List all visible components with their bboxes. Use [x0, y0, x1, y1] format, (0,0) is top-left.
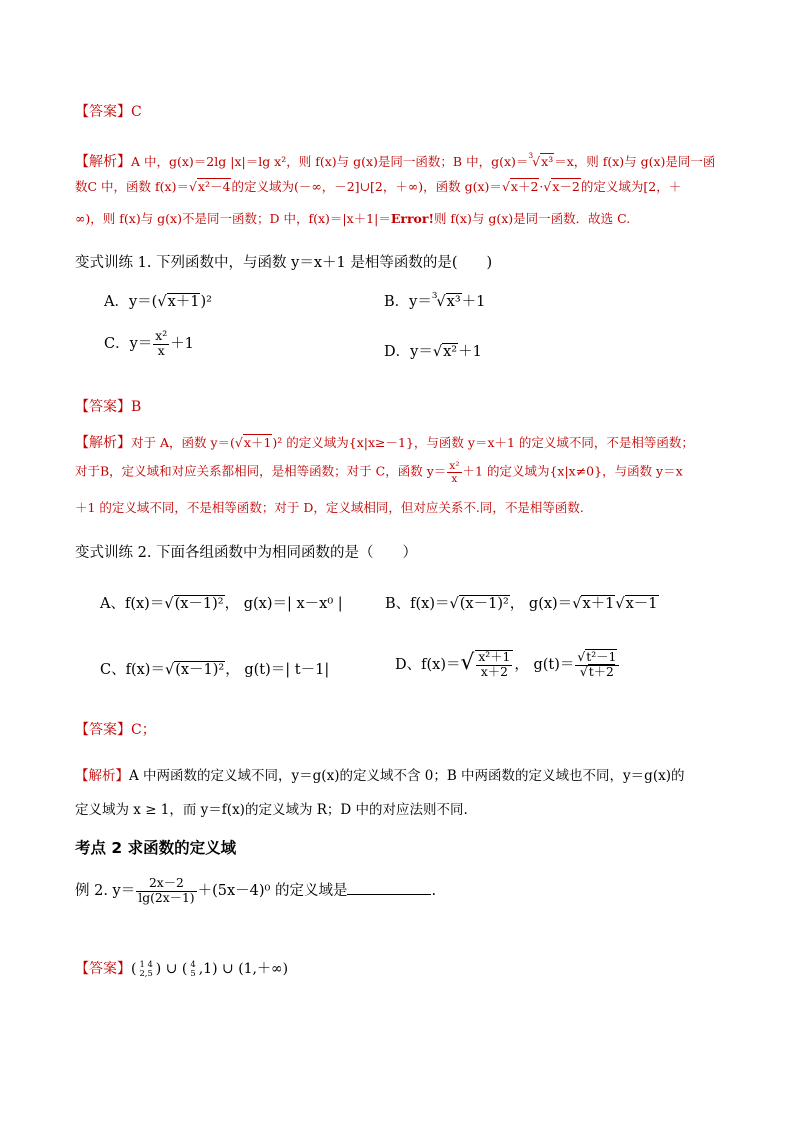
answer-2 — [75, 396, 141, 416]
section-heading: 考点 2 求函数的定义域 — [75, 839, 237, 857]
fraction — [447, 460, 461, 484]
union-symbol: ∪ — [217, 961, 239, 977]
option-text: ， g(t)＝ — [514, 657, 575, 673]
radicand: x²－4 — [197, 179, 231, 194]
analysis-text: A 中，g(x)＝2lg |x|＝lg x²，则 f(x)与 g(x)是同一函数；B 中，g(x)＝ — [131, 154, 529, 169]
answer-blank[interactable] — [347, 893, 431, 895]
option-text: B．y＝ — [384, 294, 432, 310]
analysis-text: · — [539, 179, 544, 194]
option-text: ， g(t)＝| t－1| — [225, 662, 330, 678]
analysis-text: ＋1 的定义域为{x|x≠0}，与函数 y＝x — [462, 463, 683, 479]
variant-1-option-b: B．y＝$^3$√x³＋1 — [384, 291, 486, 310]
analysis-text: 对于 A，函数 y＝( — [131, 435, 235, 450]
interval-tail: ,1) — [198, 961, 218, 977]
numerator: t²－1 — [586, 649, 617, 664]
option-text: ， g(x)＝ — [509, 596, 573, 612]
analysis-1-line-3 — [75, 210, 630, 228]
numerator: x² — [449, 459, 460, 472]
analysis-text: )² 的定义域为{x|x≥－1}，与函数 y＝x＋1 的定义域不同，不是相等函数； — [272, 435, 694, 450]
radicand: x³ — [541, 154, 554, 169]
fraction — [137, 960, 154, 978]
numerator: 4 — [190, 958, 196, 969]
analysis-text: ∞)，则 f(x)与 g(x)不是同一函数；D 中，f(x)＝|x＋1|＝ — [75, 211, 391, 226]
analysis-3-line-2: 定义域为 x ≥ 1，而 y＝f(x)的定义域为 R；D 中的对应法则不同. — [75, 802, 468, 818]
radicand: x＋2 — [510, 179, 539, 194]
denominator: 5 — [190, 968, 196, 978]
fraction — [188, 960, 197, 978]
analysis-1-line-2: 数C 中，函数 f(x)＝√x²－4的定义域为(－∞，－2]∪[2，＋∞)，函数 g(x)＝√x＋2·√x－2的定义域为[2，＋ — [75, 179, 682, 194]
analysis-text: ＝x，则 f(x)与 g(x)是同一函 — [554, 154, 716, 169]
variant-2-question: 变式训练 2. 下面各组函数中为相同函数的是（ ） — [75, 545, 418, 561]
analysis-text: 则 f(x)与 g(x)是同一函数．故选 C. — [433, 211, 631, 226]
variant-1-question: 变式训练 1. 下列函数中，与函数 y＝x＋1 是相等函数的是( ) — [75, 255, 493, 271]
radicand: x＋1 — [243, 435, 272, 450]
answer-tag: 【答案】 — [75, 399, 131, 415]
denominator: lg(2x－1) — [138, 890, 195, 905]
variant-2-option-b: B、f(x)＝√(x－1)²， g(x)＝√x＋1√x－1 — [385, 596, 658, 612]
radicand: x² — [443, 344, 458, 360]
radicand: x＋1 — [167, 294, 200, 310]
option-text: C、f(x)＝ — [100, 662, 165, 678]
denominator: t＋2 — [588, 664, 614, 679]
example-2 — [75, 877, 436, 905]
option-text: )² — [200, 294, 212, 310]
analysis-text: 的定义域为(－∞，－2]∪[2，＋∞)，函数 g(x)＝ — [231, 179, 502, 194]
analysis-tag: 【解析】 — [75, 154, 131, 170]
analysis-tag: 【解析】 — [75, 768, 129, 784]
answer-value: B — [131, 399, 142, 415]
variant-1-option-a: A．y＝(√x＋1)² — [104, 294, 212, 310]
variant-2-option-c: C、f(x)＝√(x－1)²， g(t)＝| t－1| — [100, 662, 330, 678]
option-text: D．y＝ — [384, 344, 433, 360]
radicand: x－1 — [625, 596, 658, 612]
option-text: A．y＝( — [104, 294, 158, 310]
analysis-2-line-1: 【解析】对于 A，函数 y＝(√x＋1)² 的定义域为{x|x≥－1}，与函数 y＝x＋1 的定义域不同，不是相等函数； — [75, 435, 694, 451]
denominator: x — [451, 471, 458, 485]
union-symbol: ∪ — [161, 961, 182, 977]
fraction — [136, 877, 196, 905]
analysis-2-line-2 — [75, 460, 683, 484]
answer-tag: 【答案】 — [75, 104, 131, 120]
answer-3 — [75, 719, 156, 739]
fraction — [153, 330, 169, 358]
example-text: . — [431, 883, 437, 900]
answer-tag: 【答案】 — [75, 722, 131, 738]
radicand: x＋1 — [582, 596, 615, 612]
example-text: ＋(5x－4)⁰ 的定义域是 — [197, 883, 348, 900]
option-text: A、f(x)＝ — [100, 596, 165, 612]
option-text: B、f(x)＝ — [385, 596, 450, 612]
answer-1 — [75, 101, 142, 121]
numerator: 2x－2 — [136, 877, 196, 892]
analysis-3-line-1 — [75, 764, 684, 784]
answer-tag: 【答案】 — [75, 961, 131, 977]
analysis-2-line-3: ＋1 的定义域不同，不是相等函数；对于 D，定义域相同，但对应关系不.同，不是相等函数. — [75, 500, 584, 515]
denominator: 2,5 — [139, 968, 153, 978]
radicand: (x－1)² — [175, 662, 225, 678]
answer-4: 【答案】( 1 4 2,5 ) ∪ ( 4 5 ,1) ∪ (1,＋∞) — [75, 958, 289, 978]
variant-2-option-d: D、f(x)＝√ $\frac{\text{x²＋1}}{x+2}$ ， g(t)＝ $\frac{\text{√t²－1}}{√t+2}$ — [395, 650, 620, 680]
denominator: x — [157, 343, 165, 358]
variant-2-option-a: A、f(x)＝√(x－1)²， g(x)＝| x－x⁰ | — [100, 596, 343, 612]
analysis-1-line-1: 【解析】A 中，g(x)＝2lg |x|＝lg x²，则 f(x)与 g(x)是同一函数；B 中，g(x)＝$^3$√x³＝x，则 f(x)与 g(x)是同一函 — [75, 151, 716, 170]
answer-value: C； — [131, 722, 156, 738]
analysis-text: 数C 中，函数 f(x)＝ — [75, 179, 189, 194]
option-text: ＋1 — [461, 294, 486, 310]
analysis-text: 的定义域为[2，＋ — [580, 179, 682, 194]
interval: (1,＋∞) — [238, 961, 289, 977]
radicand: (x－1)² — [174, 596, 224, 612]
fraction: $\frac{\text{√t²－1}}{√t+2}$ — [575, 651, 619, 679]
answer-value: C — [131, 104, 142, 120]
variant-1-option-c — [104, 330, 194, 358]
numerator: x² — [155, 329, 168, 343]
option-text: C．y＝ — [104, 336, 153, 353]
analysis-tag: 【解析】 — [75, 435, 131, 451]
denominator: x＋2 — [480, 665, 508, 679]
radicand: (x－1)² — [459, 596, 509, 612]
numerator: x²＋1 — [478, 650, 511, 665]
option-text: ＋1 — [170, 336, 194, 353]
error-text: Error! — [390, 211, 434, 226]
variant-1-option-d: D．y＝√x²＋1 — [384, 344, 482, 360]
option-text: ＋1 — [458, 344, 482, 360]
option-text: ， g(x)＝| x－x⁰ | — [224, 596, 343, 612]
option-text: D、f(x)＝ — [395, 657, 461, 673]
numerator: 1 4 — [139, 958, 153, 969]
analysis-text: A 中两函数的定义域不同，y＝g(x)的定义域不含 0；B 中两函数的定义域也不同，y＝g(x)的 — [129, 768, 685, 784]
fraction — [475, 650, 513, 679]
example-text: 例 2. y＝ — [75, 883, 136, 900]
radicand: x－2 — [552, 179, 580, 194]
analysis-text: 对于B，定义域和对应关系都相同，是相等函数；对于 C，函数 y＝ — [75, 463, 447, 479]
radicand: x³ — [446, 294, 461, 310]
